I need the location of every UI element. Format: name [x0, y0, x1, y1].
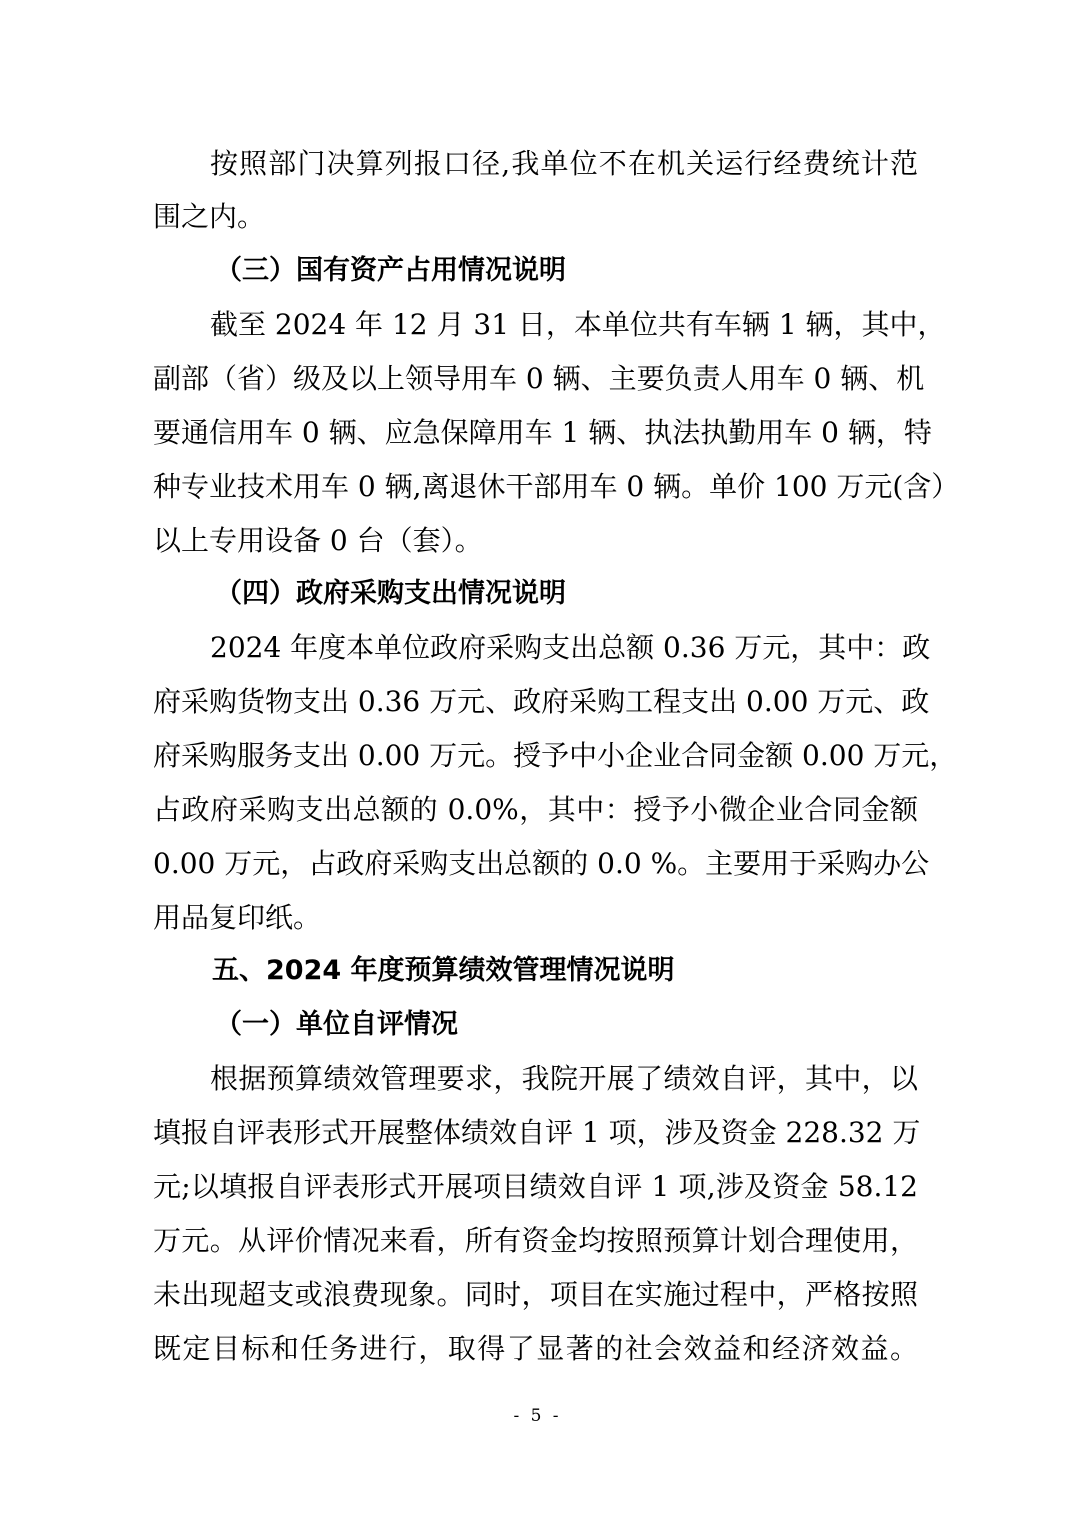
paragraph-line: 按照部门决算列报口径,我单位不在机关运行经费统计范 — [210, 147, 918, 180]
paragraph-line: 府采购服务支出 0.00 万元。授予中小企业合同金额 0.00 万元， — [153, 739, 958, 772]
paragraph-line: 既定目标和任务进行，取得了显著的社会效益和经济效益。 — [153, 1332, 918, 1365]
paragraph-line: 围之内。 — [153, 200, 266, 233]
paragraph-line: 种专业技术用车 0 辆,离退休干部用车 0 辆。单价 100 万元(含） — [153, 470, 960, 503]
paragraph-line: 未出现超支或浪费现象。同时，项目在实施过程中，严格按照 — [153, 1278, 918, 1311]
paragraph-line: 2024 年度本单位政府采购支出总额 0.36 万元，其中：政 — [210, 631, 931, 664]
paragraph-line: 占政府采购支出总额的 0.0%，其中：授予小微企业合同金额 — [153, 793, 918, 826]
paragraph-line: 万元。从评价情况来看，所有资金均按照预算计划合理使用， — [153, 1224, 918, 1257]
paragraph-line: 以上专用设备 0 台（套）。 — [153, 524, 483, 557]
section-heading: （四）政府采购支出情况说明 — [215, 578, 566, 609]
chapter-heading: 五、2024 年度预算绩效管理情况说明 — [212, 955, 675, 986]
paragraph-line: 填报自评表形式开展整体绩效自评 1 项，涉及资金 228.32 万 — [153, 1116, 921, 1149]
paragraph-line: 要通信用车 0 辆、应急保障用车 1 辆、执法执勤用车 0 辆，特 — [153, 416, 932, 449]
paragraph-line: 截至 2024 年 12 月 31 日，本单位共有车辆 1 辆，其中， — [210, 308, 946, 341]
section-heading: （一）单位自评情况 — [215, 1009, 458, 1040]
section-heading: （三）国有资产占用情况说明 — [215, 255, 566, 286]
paragraph-line: 元;以填报自评表形式开展项目绩效自评 1 项,涉及资金 58.12 — [153, 1170, 918, 1203]
paragraph-line: 府采购货物支出 0.36 万元、政府采购工程支出 0.00 万元、政 — [153, 685, 930, 718]
paragraph-line: 根据预算绩效管理要求，我院开展了绩效自评，其中，以 — [210, 1062, 918, 1095]
paragraph-line: 用品复印纸。 — [153, 901, 322, 934]
paragraph-line: 副部（省）级及以上领导用车 0 辆、主要负责人用车 0 辆、机 — [153, 362, 925, 395]
page-number: - 5 - — [513, 1406, 562, 1426]
paragraph-line: 0.00 万元，占政府采购支出总额的 0.0 %。主要用于采购办公 — [153, 847, 930, 880]
